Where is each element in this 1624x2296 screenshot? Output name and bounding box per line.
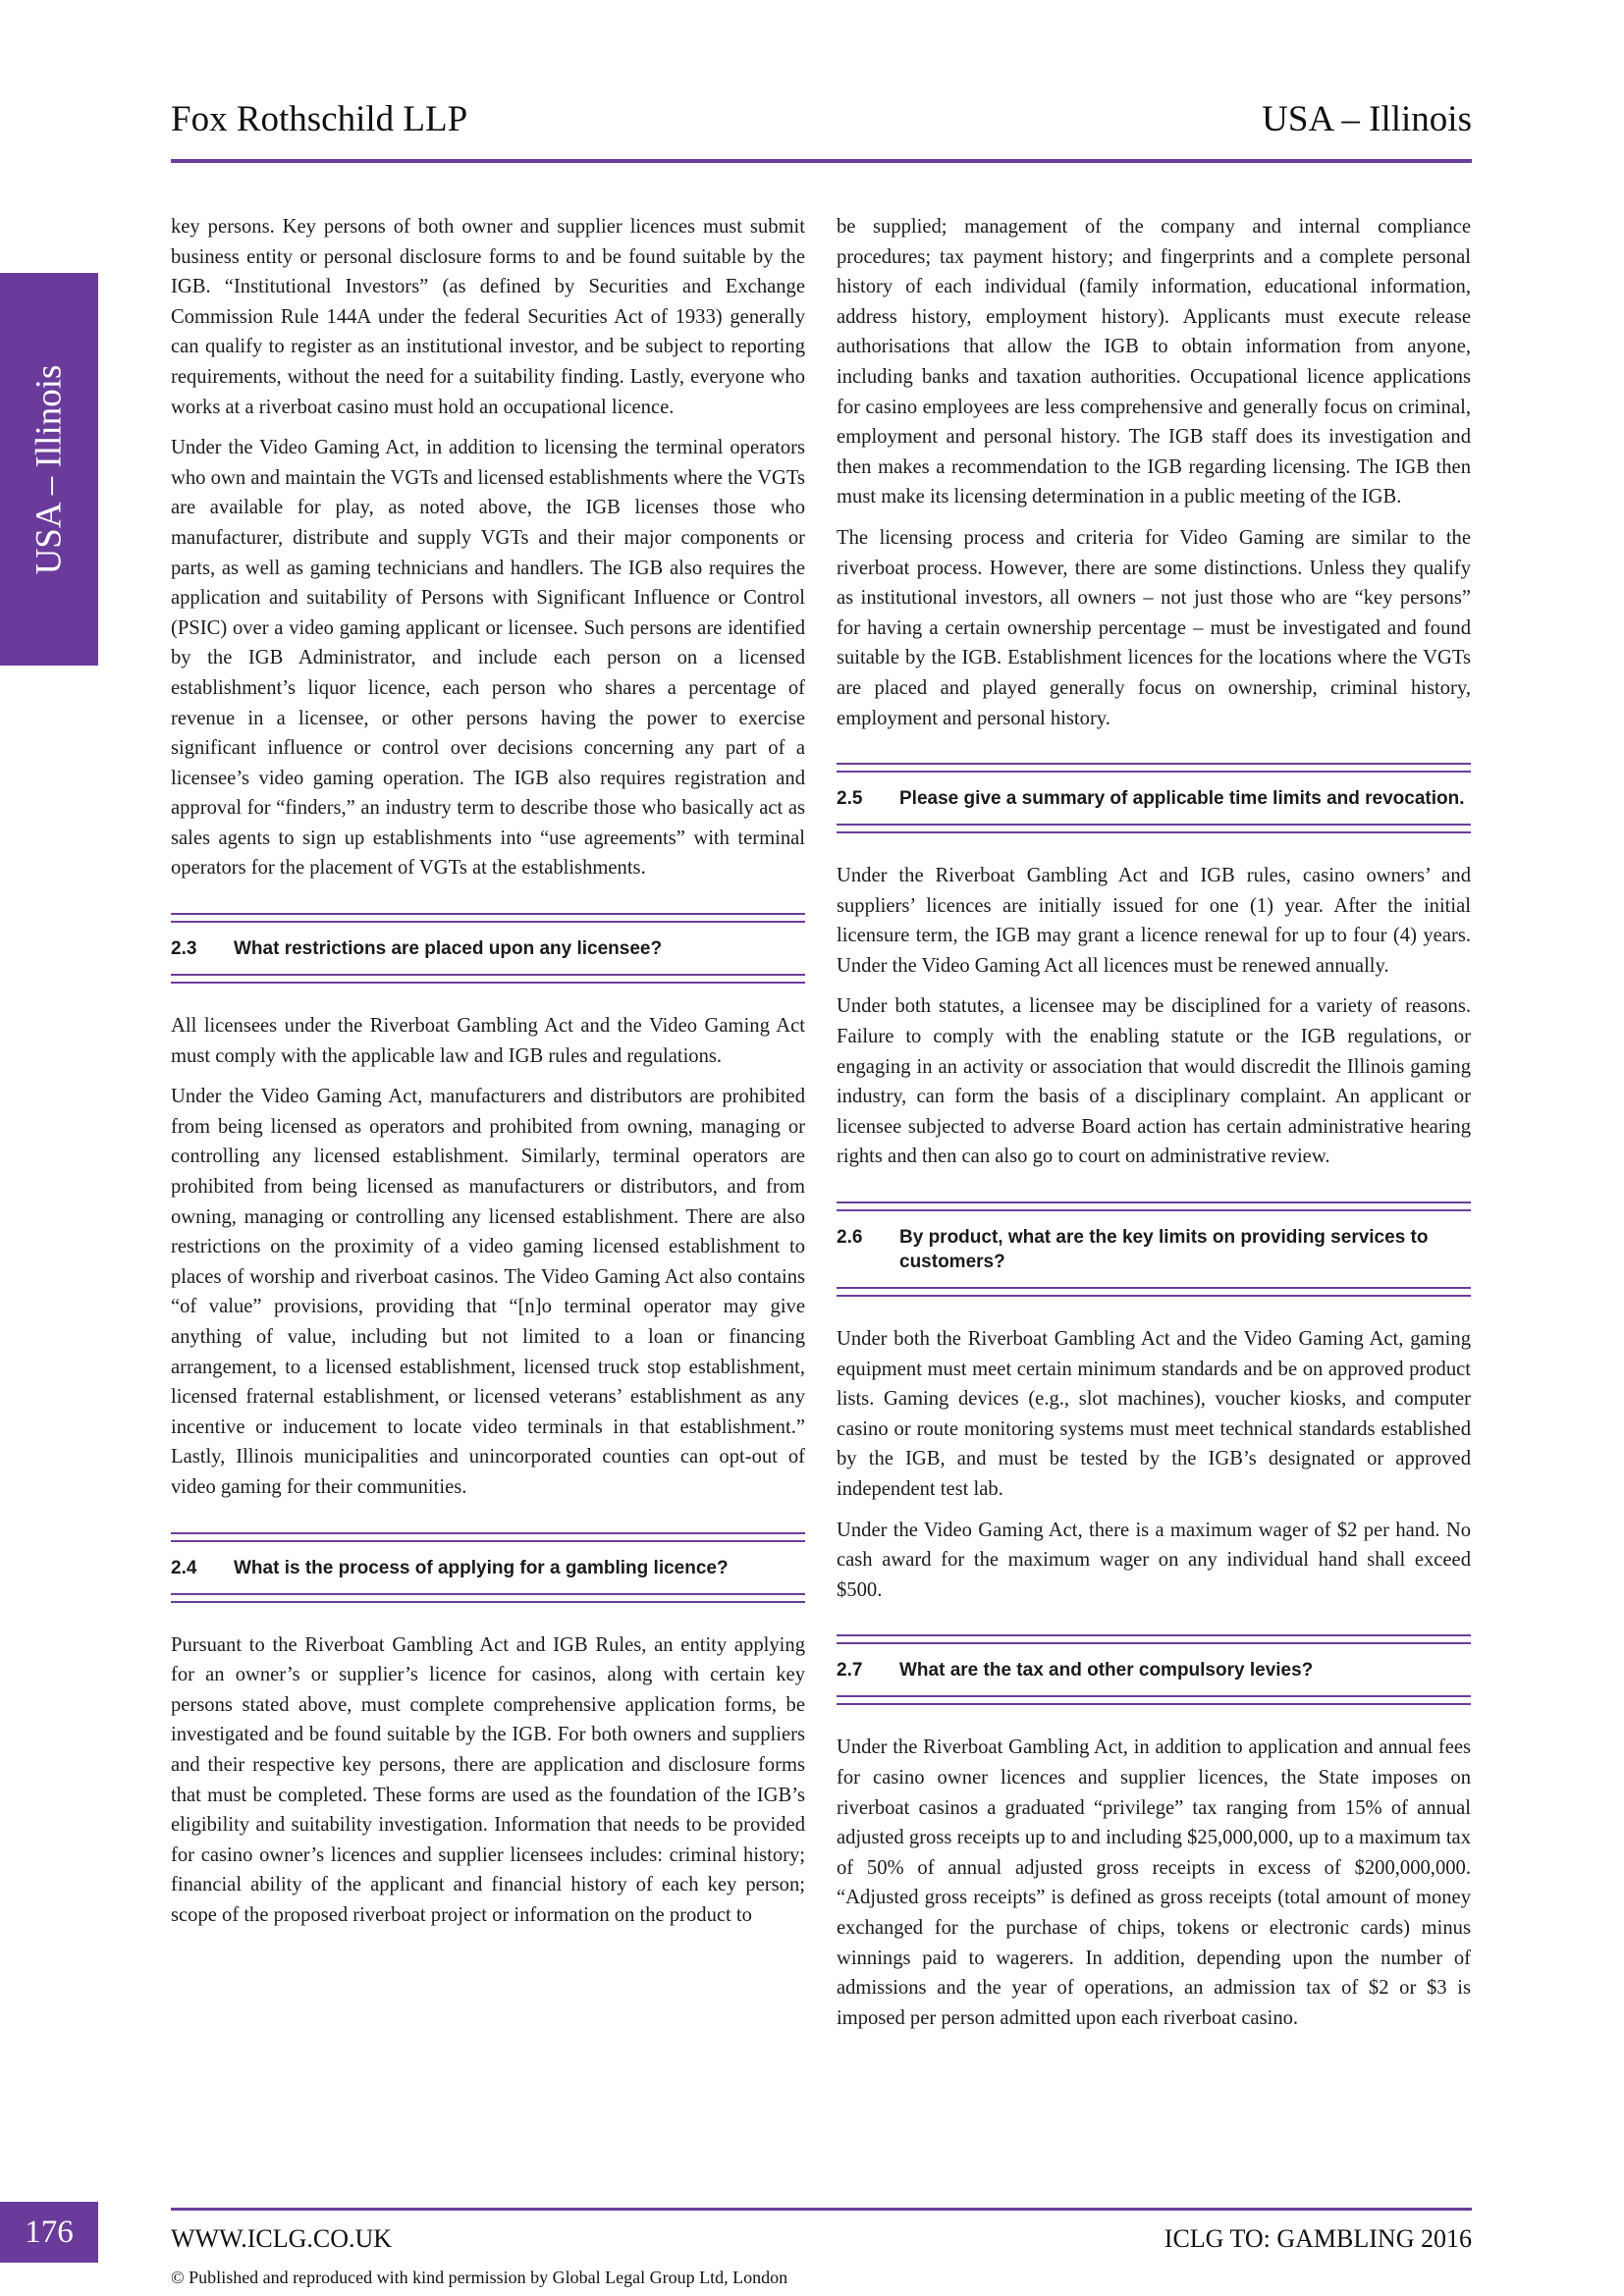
paragraph: Pursuant to the Riverboat Gambling Act and IGB Rules, an entity applying for an owner’s or supplier’s licence for casinos, along with certain key persons stated above, must complete comprehensive application forms, be investigated and be found suitable by the IGB. For both owners and suppliers and their respective key persons, there are application and disclosure forms that must be completed. These forms are used as the foundation of the IGB’s eligibility and suitability investigation. Information that needs to be provided for casino owner’s licences and supplier licensees includes: criminal history; financial ability of the applicant and financial history of each key person; scope of the proposed riverboat project or information on the product to — [171, 1633, 805, 1926]
header-rule — [171, 159, 1472, 163]
right-column — [837, 212, 1471, 2044]
question-rule-bottom — [171, 1593, 805, 1603]
left-column — [171, 212, 805, 1942]
question-rule-top — [171, 913, 805, 923]
paragraph: Under both the Riverboat Gambling Act and the Video Gaming Act, gaming equipment must meet certain minimum standards and be on approved product lists. Gaming devices (e.g., slot machines), voucher kiosks, and computer casino or route monitoring systems must meet technical standards established by the IGB, and must be tested by the IGB’s designated or approved independent test lab. — [837, 1328, 1471, 1500]
question-number: 2.3 — [171, 938, 197, 960]
question-heading-2-3 — [171, 913, 805, 984]
copyright-notice: © Published and reproduced with kind permission by Global Legal Group Ltd, London — [171, 2268, 788, 2287]
paragraph: key persons. Key persons of both owner and supplier licences must submit business entity or personal disclosure forms to and be found suitable by the IGB. “Institutional Investors” (as defined by Securities and Exchange Commission Rule 144A under the federal Securities Act of 1933) generally can qualify to register as an institutional investor, and be subject to reporting requirements, without the need for a suitability finding. Lastly, everyone who works at a riverboat casino must hold an occupational licence. — [171, 216, 805, 418]
question-number: 2.7 — [837, 1660, 863, 1682]
paragraph: be supplied; management of the company and internal compliance procedures; tax payment history; and fingerprints and a complete personal history of each individual (family information, educational information, address history, employment history). Applicants must execute release authorisations that allow the IGB to obtain information from anyone, including banks and taxation authorities. Occupational licence applications for casino employees are less comprehensive and generally focus on criminal, employment and personal history. The IGB staff does its investigation and then makes a recommendation to the IGB regarding licensing. The IGB then must make its licensing determination in a public meeting of the IGB. — [837, 216, 1471, 508]
question-text: Please give a summary of applicable time limits and revocation. — [899, 788, 1465, 810]
paragraph: The licensing process and criteria for Video Gaming are similar to the riverboat process. However, there are some distinctions. Unless they qualify as institutional investors, all owners – not just those who are “key persons” for having a certain ownership percentage – must be investigated and found suitable by the IGB. Establishment licences for the locations where the VGTs are placed and played generally focus on ownership, criminal history, employment and personal history. — [837, 526, 1471, 729]
question-rule-top — [837, 1634, 1471, 1644]
question-rule-top — [837, 763, 1471, 773]
question-text: What is the process of applying for a gambling licence? — [234, 1557, 729, 1578]
footer-website-link[interactable]: WWW.ICLG.CO.UK — [171, 2224, 393, 2253]
side-tab — [0, 273, 98, 666]
question-text: By product, what are the key limits on providing services to customers? — [899, 1227, 1429, 1273]
question-rule-top — [171, 1532, 805, 1542]
paragraph: Under the Video Gaming Act, there is a maximum wager of $2 per hand. No cash award for the maximum wager on any individual hand shall exceed $500. — [837, 1519, 1471, 1601]
paragraph: Under the Riverboat Gambling Act, in addition to application and annual fees for casino owner licences and supplier licences, the State imposes on riverboat casinos a graduated “privilege” tax ranging from 15% of annual adjusted gross receipts up to and including $25,000,000, up to a maximum tax of 50% of annual adjusted gross receipts in excess of $200,000,000. “Adjusted gross receipts” is defined as gross receipts (total amount of money exchanged for the purchase of chips, tokens or electronic cards) minus winnings paid to wagerers. In addition, depending upon the number of admissions and the year of operations, an admission tax of $2 or $3 is imposed per person admitted upon each riverboat casino. — [837, 1736, 1471, 2029]
header-firm-name: Fox Rothschild LLP — [171, 99, 468, 139]
page-number: 176 — [0, 2202, 98, 2263]
question-heading-2-4 — [171, 1532, 805, 1603]
paragraph: All licensees under the Riverboat Gambling Act and the Video Gaming Act must comply with the applicable law and IGB rules and regulations. — [171, 1015, 805, 1067]
question-number: 2.4 — [171, 1557, 197, 1578]
question-heading-2-5 — [837, 763, 1471, 833]
footer-publication: ICLG TO: GAMBLING 2016 — [1164, 2224, 1472, 2253]
paragraph: Under the Riverboat Gambling Act and IGB rules, casino owners’ and suppliers’ licences are initially issued for one (1) year. After the initial licensure term, the IGB may grant a licence renewal for up to four (4) years. Under the Video Gaming Act all licences must be renewed annually. — [837, 865, 1471, 977]
question-heading-2-6 — [837, 1201, 1471, 1297]
question-rule-bottom — [171, 974, 805, 984]
paragraph: Under the Video Gaming Act, manufacturers and distributors are prohibited from being licensed as operators and prohibited from owning, managing or controlling any licensed establishment. Similarly, terminal operators are prohibited from being licensed as manufacturers or distributors, and from owning, managing or controlling any licensed establishment. There are also restrictions on the proximity of a video gaming licensed establishment to places of worship and riverboat casinos. The Video Gaming Act also contains “of value” provisions, providing that “[n]o terminal operator may give anything of value, including but not limited to a loan or financing arrangement, to a licensed establishment, licensed truck stop establishment, licensed fraternal establishment, or licensed veterans’ establishment as any incentive or inducement to locate video terminals in that establishment.” Lastly, Illinois municipalities and unincorporated counties can opt-out of video gaming for their communities. — [171, 1086, 805, 1498]
question-heading-2-7 — [837, 1634, 1471, 1705]
question-number: 2.6 — [837, 1227, 863, 1249]
question-text: What restrictions are placed upon any licensee? — [234, 938, 663, 960]
paragraph: Under the Video Gaming Act, in addition to licensing the terminal operators who own and maintain the VGTs and licensed establishments where the VGTs are available for play, as noted above, the IGB licenses those who manufacturer, distribute and supply VGTs and their major components or parts, as well as gaming technicians and handlers. The IGB also requires the application and suitability of Persons with Significant Influence or Control (PSIC) over a video gaming applicant or licensee. Such persons are identified by the IGB Administrator, and include each person on a licensed establishment’s liquor licence, each person who shares a percentage of revenue in a licensee, or other persons having the power to exercise significant influence or control over decisions concerning any part of a licensee’s video gaming operation. The IGB also requires registration and approval for “finders,” an industry term to describe those who basically act as sales agents to sign up establishments into “use agreements” with terminal operators for the placement of VGTs at the establishments. — [171, 437, 805, 880]
side-tab-label: USA – Illinois — [28, 364, 70, 574]
question-rule-bottom — [837, 1695, 1471, 1705]
footer-rule — [171, 2208, 1472, 2211]
question-rule-bottom — [837, 824, 1471, 833]
question-rule-top — [837, 1201, 1471, 1211]
question-number: 2.5 — [837, 788, 863, 810]
paragraph: Under both statutes, a licensee may be disciplined for a variety of reasons. Failure to comply with the enabling statute or the IGB regulations, or engaging in an activity or association that would discredit the Illinois gaming industry, can form the basis of a disciplinary complaint. An applicant or licensee subjected to adverse Board action has certain administrative hearing rights and then can also go to court on administrative review. — [837, 995, 1471, 1168]
question-text: What are the tax and other compulsory levies? — [899, 1660, 1314, 1682]
header-jurisdiction: USA – Illinois — [1262, 99, 1472, 139]
question-rule-bottom — [837, 1287, 1471, 1297]
